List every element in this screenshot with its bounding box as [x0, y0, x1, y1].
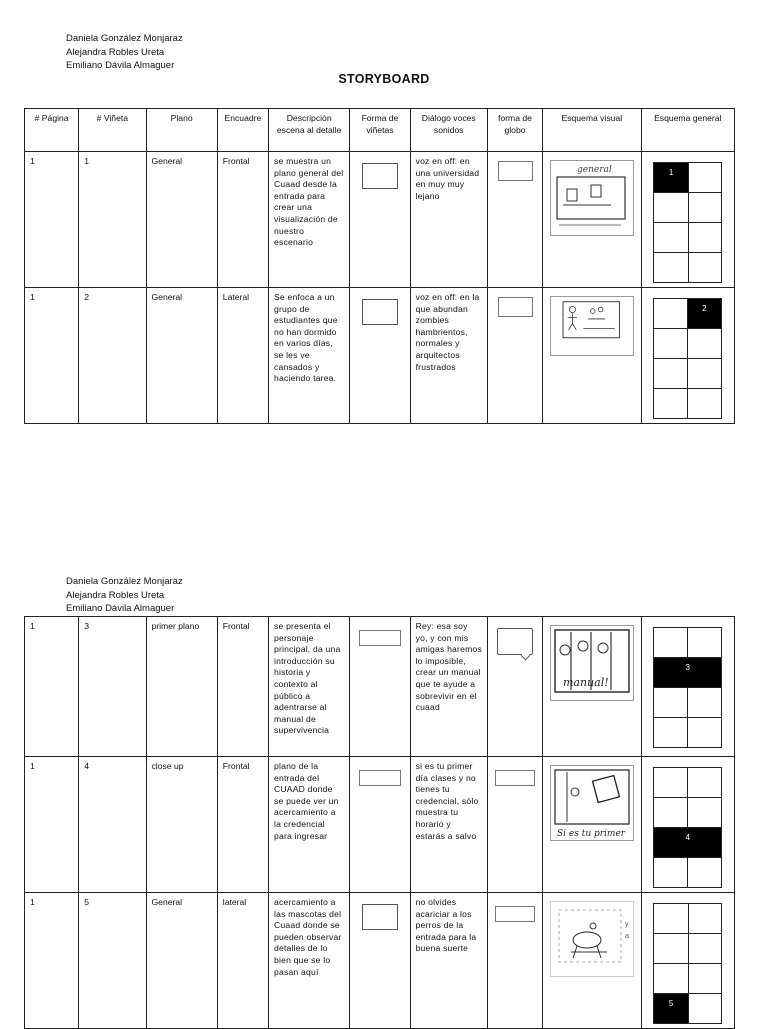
table-row: [25, 288, 735, 424]
cell-plano: General: [146, 893, 217, 1029]
grid-cell: [654, 253, 689, 283]
grid-cell: [688, 798, 722, 828]
grid-cell: 3: [654, 658, 722, 688]
grid-cell: [654, 299, 687, 329]
cell-esquema-visual: [543, 152, 641, 288]
grid-cell: [687, 359, 722, 389]
cell-vineta: 3: [79, 617, 146, 757]
balloon-shape-icon: [498, 161, 533, 181]
layout-grid: [653, 298, 722, 419]
header-vineta: # Viñeta: [79, 109, 146, 152]
cell-forma-vinetas: [350, 617, 410, 757]
cell-descripcion: se presenta el personaje principal, da una introducción su historia y contexto al público a adentrarse al manual de supervivencia: [269, 617, 350, 757]
cell-forma-globo: [487, 893, 542, 1029]
cell-esquema-visual: [543, 288, 641, 424]
cell-forma-globo: [487, 757, 542, 893]
cell-forma-vinetas: [350, 288, 410, 424]
layout-grid: [653, 627, 722, 748]
grid-cell: [688, 223, 721, 253]
cell-encuadre: Frontal: [217, 152, 268, 288]
cell-encuadre: Frontal: [217, 757, 268, 893]
cell-esquema-visual: [543, 757, 641, 893]
cell-vineta: 5: [79, 893, 146, 1029]
grid-cell: [654, 798, 688, 828]
grid-cell: [688, 628, 722, 658]
sketch-label: manual!: [562, 676, 609, 689]
header-forma-globo: forma de globo: [487, 109, 542, 152]
grid-cell: [688, 718, 722, 748]
grid-cell: 4: [654, 828, 722, 858]
table-header-row: [25, 109, 735, 152]
author-name: Daniela González Monjaraz: [66, 576, 183, 587]
cell-descripcion: Se enfoca a un grupo de estudiantes que no han dormido en varios días, se les ve cansados y haciendo tarea.: [269, 288, 350, 424]
header-esquema-general: Esquema general: [641, 109, 734, 152]
cell-descripcion: acercamiento a las mascotas del Cuaad donde se pueden observar detalles de lo bien que se lo pasan aquí: [269, 893, 350, 1029]
header-forma-vinetas: Forma de viñetas: [350, 109, 410, 152]
cell-plano: close up: [146, 757, 217, 893]
grid-cell: 2: [687, 299, 722, 329]
grid-cell: [688, 964, 721, 994]
cell-dialogo: voz en off: en la que abundan zombies hambrientos, normales y arquitectos frustrados: [410, 288, 487, 424]
cell-descripcion: se muestra un plano general del Cuaad desde la entrada para crear una visualización de nuestro escenario: [269, 152, 350, 288]
storyboard-table-1: [24, 108, 735, 424]
grid-cell: [654, 628, 688, 658]
cell-forma-globo: [487, 288, 542, 424]
panel-shape-icon: [362, 299, 398, 325]
cell-vineta: 4: [79, 757, 146, 893]
authors-block-1: [66, 32, 183, 73]
cell-encuadre: Lateral: [217, 288, 268, 424]
layout-grid: [653, 903, 722, 1024]
sketch-image: [550, 160, 634, 236]
sketch-image: [550, 625, 634, 701]
table-row: [25, 757, 735, 893]
cell-esquema-general: [641, 617, 734, 757]
grid-cell: [688, 253, 721, 283]
cell-dialogo: si es tu primer día clases y no tienes tu credencial, sólo muestra tu horario y estarás a salvo: [410, 757, 487, 893]
header-plano: Plano: [146, 109, 217, 152]
cell-pagina: 1: [25, 757, 79, 893]
cell-esquema-general: [641, 152, 734, 288]
layout-grid: [653, 162, 722, 283]
panel-shape-icon: [362, 904, 398, 930]
grid-cell: [654, 389, 687, 419]
cell-dialogo: voz en off: en una universidad en muy muy lejano: [410, 152, 487, 288]
cell-pagina: 1: [25, 152, 79, 288]
svg-text:y: y: [624, 921, 629, 928]
grid-cell: [687, 329, 722, 359]
cell-plano: General: [146, 152, 217, 288]
cell-esquema-general: [641, 757, 734, 893]
author-name: Emiliano Dávila Almaguer: [66, 60, 175, 71]
grid-cell: [654, 193, 689, 223]
header-esquema-visual: Esquema visual: [543, 109, 641, 152]
cell-vineta: 2: [79, 288, 146, 424]
cell-forma-globo: [487, 617, 542, 757]
panel-shape-icon: [359, 770, 401, 786]
table-row: [25, 152, 735, 288]
sketch-image: [550, 901, 634, 977]
grid-cell: [688, 994, 721, 1024]
sketch-label: Si es tu primer: [556, 829, 625, 839]
grid-cell: [688, 934, 721, 964]
author-name: Daniela González Monjaraz: [66, 33, 183, 44]
cell-esquema-general: [641, 893, 734, 1029]
cell-forma-globo: [487, 152, 542, 288]
grid-cell: [654, 934, 689, 964]
cell-esquema-visual: [543, 617, 641, 757]
cell-forma-vinetas: [350, 152, 410, 288]
author-name: Emiliano Dávila Almaguer: [66, 603, 175, 614]
sketch-label: general: [576, 165, 612, 175]
cell-forma-vinetas: [350, 893, 410, 1029]
grid-cell: [688, 193, 721, 223]
table-row: [25, 617, 735, 757]
cell-vineta: 1: [79, 152, 146, 288]
storyboard-table-2: [24, 616, 735, 1029]
cell-esquema-visual: [543, 893, 641, 1029]
grid-cell: 5: [654, 994, 689, 1024]
cell-pagina: 1: [25, 288, 79, 424]
grid-cell: [654, 223, 689, 253]
grid-cell: [654, 904, 689, 934]
page-title: STORYBOARD: [338, 72, 430, 86]
grid-cell: 1: [654, 163, 689, 193]
grid-cell: [654, 359, 687, 389]
grid-cell: [688, 688, 722, 718]
grid-cell: [654, 688, 688, 718]
grid-cell: [688, 768, 722, 798]
sketch-image: [550, 296, 634, 356]
header-descripcion: Descripción escena al detalle: [269, 109, 350, 152]
panel-shape-icon: [362, 163, 398, 189]
grid-cell: [688, 904, 721, 934]
cell-plano: primer plano: [146, 617, 217, 757]
authors-block-2: [66, 575, 183, 616]
author-name: Alejandra Robles Ureta: [66, 589, 165, 601]
cell-forma-vinetas: [350, 757, 410, 893]
layout-grid: [653, 767, 722, 888]
cell-encuadre: Frontal: [217, 617, 268, 757]
cell-encuadre: lateral: [217, 893, 268, 1029]
balloon-shape-icon: [495, 906, 535, 922]
grid-cell: [654, 858, 688, 888]
table-row: [25, 893, 735, 1029]
cell-pagina: 1: [25, 893, 79, 1029]
grid-cell: [654, 329, 687, 359]
cell-dialogo: Rey: esa soy yo, y con mis amigas haremos lo imposible, crear un manual que te ayude a sobrevivir en el cuaad: [410, 617, 487, 757]
cell-plano: General: [146, 288, 217, 424]
grid-cell: [654, 718, 688, 748]
grid-cell: [688, 858, 722, 888]
sketch-image: [550, 765, 634, 841]
cell-esquema-general: [641, 288, 734, 424]
cell-descripcion: plano de la entrada del CUAAD donde se puede ver un acercamiento a la credencial para ingresar: [269, 757, 350, 893]
balloon-shape-icon: [498, 297, 533, 317]
balloon-shape-icon: [495, 770, 535, 786]
grid-cell: [688, 163, 721, 193]
grid-cell: [654, 768, 688, 798]
header-dialogo: Diálogo voces sonidos: [410, 109, 487, 152]
header-encuadre: Encuadre: [217, 109, 268, 152]
svg-text:a: a: [624, 933, 629, 940]
grid-cell: [654, 964, 689, 994]
author-name: Alejandra Robles Ureta: [66, 46, 165, 58]
panel-shape-icon: [359, 630, 401, 646]
grid-cell: [687, 389, 722, 419]
speech-balloon-icon: [497, 628, 533, 655]
cell-pagina: 1: [25, 617, 79, 757]
header-pagina: # Página: [25, 109, 79, 152]
cell-dialogo: no olvides acariciar a los perros de la entrada para la buena suerte: [410, 893, 487, 1029]
